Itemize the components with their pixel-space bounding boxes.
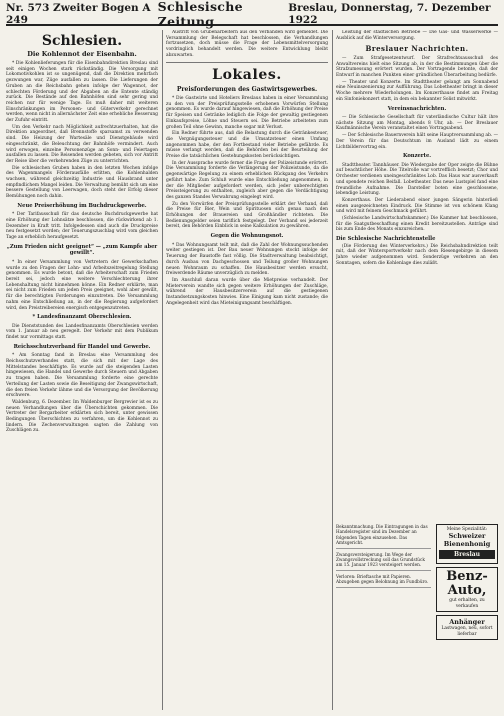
article-title: * Landesfinanzamt Oberschlesien. (32, 314, 132, 321)
article-paragraph: (Die Förderung des Winterverkehrs.) Die Reichsbahndirektion teilt mit, daß der Wintersportverkehr nach dem Riesengebirge in diesem Jahre wieder aufgenommen wird. Sonderzüge verkehren an den Sonntagen, sofern die Kohlenlage dies zuläßt. (336, 243, 498, 266)
article-title: Konzerte. (402, 153, 432, 160)
classified-ad: Bekanntmachung. Die Eintragungen in das Handelsregister sind im Dezember an folgenden Tagen einzusehen. Das Amtsgericht. (336, 524, 431, 549)
column-2 (166, 30, 328, 710)
ad-headline: Benz- (446, 569, 488, 585)
article-title: Die Kohlennot der Eisenbahn. (27, 50, 137, 58)
advertisement-area (336, 524, 498, 710)
honey-ad (436, 524, 498, 564)
article-title: Gegen die Wohnungsnot. (210, 233, 284, 240)
ad-line: Meine Spezialität: (446, 527, 488, 532)
article-title: „Zum Frieden nicht geeignet“ — „zum Kampfe aber gewillt“. (6, 243, 158, 257)
article-paragraph: (Schlesische Landwirtschaftskammer.) Die Kammer hat beschlossen, für die Saatgutbeschaffung einen Kredit bereitzustellen. Anträge sind bis zum Ende des Monats einzureichen. (336, 216, 498, 233)
article-paragraph: Konzerthaus. Der Liederabend einer jungen Sängerin hinterließ einen ausgezeichneten Eindruck. Die Stimme ist von schönem Klang und wird mit feinem Geschmack geführt. (336, 197, 498, 215)
issue-number: Nr. 573 Zweiter Bogen A 249 (6, 2, 151, 26)
article-title: Neue Preiserhöhung im Buchdruckgewerbe. (17, 202, 147, 209)
column-rule (332, 30, 333, 710)
ad-line: Bienenhonig (443, 540, 491, 549)
article-paragraph: Die schlesischen Gruben haben in den letzten Wochen infolge des Wagenmangels Förderausfälle erlitten, die Kohlenhalden wachsen, während gleichzeitig Industrie und Hausbrand unter empfindlichem Mangel leiden. Die Verwaltung bemüht sich um eine bessere Gestellung von Leerwagen, doch steht der Erfolg dieser Bemühungen noch dahin. (6, 165, 158, 200)
column-3 (336, 30, 498, 510)
article-paragraph: — Die Schlesische Gesellschaft für vaterländische Cultur hält ihre nächste Sitzung am Montag, abends 8 Uhr, ab. — Der Breslauer Kaufmännische Verein veranstaltet einen Vortragsabend. (336, 115, 498, 132)
article-title: Reichsschutzverband für Handel und Gewerbe. (13, 343, 151, 350)
article-paragraph: Austritt von Grubenarbeitern aus den Verbänden wird gemeldet. Die Versammlung der Belegschaft hat beschlossen, die Verhandlungen fortzusetzen, doch müsse die Frage der Lebensmittelversorgung vordringlich behandelt werden. Die weitere Entwicklung bleibt abzuwarten. (166, 30, 328, 58)
article-paragraph: * Die Gastwirte und Hoteliers Breslaus haben in einer Versammlung zu den von der Preisprüfungsstelle erhobenen Vorwürfen Stellung genommen. Es wurde darauf hingewiesen, daß die Erhöhung der Preise für Speisen und Getränke lediglich die Folge der gewaltig gestiegenen Einkaufspreise, Löhne und Steuern sei. Die Betriebe arbeiteten zum großen Teil ohne Gewinn, manche sogar mit Verlust. (166, 96, 328, 130)
classified-ad: Zwangsversteigerung. Im Wege der Zwangsvollstreckung soll das Grundstück am 15. Januar 1923 versteigert werden. (336, 552, 431, 571)
article-paragraph: Stadttheater. Tannhäuser. Die Wiedergabe der Oper zeigte die Bühne auf beachtlicher Höhe. Die Titelrolle war vortrefflich besetzt; Chor und Orchester verdienen uneingeschränktes Lob. Das Haus war ausverkauft und spendete reichen Beifall. Lobetheater. Das neue Lustspiel fand eine freundliche Aufnahme. Die Darsteller boten eine geschlossene, lebendige Leistung. (336, 162, 498, 197)
trailer-ad (436, 615, 498, 640)
section-heading-schlesien: Schlesien. (41, 33, 123, 49)
ad-line: Schweizer (448, 532, 486, 541)
ad-headline: Auto, (447, 583, 487, 599)
article-paragraph: — Theater und Konzerte. Im Stadttheater gelangt am Sonnabend eine Neuinszenierung zur Aufführung. Das Lobetheater bringt in dieser Woche mehrere Wiederholungen. Im Konzerthause findet am Freitag ein Sinfoniekonzert statt, in dem ein bekannter Solist mitwirkt. (336, 79, 498, 102)
article-paragraph: * In einer Versammlung von Vertretern der Gewerkschaften wurde zu den Fragen der Lohn- und Arbeitszeitregelung Stellung genommen. Es wurde betont, daß die Arbeiterschaft zum Frieden bereit sei, jedoch eine weitere Verschlechterung ihrer Lebenshaltung nicht hinnehmen könne. Ein Redner erklärte, man sei nicht zum Frieden um jeden Preis geeignet, wohl aber gewillt, für die berechtigten Forderungen einzutreten. Die Versammlung nahm eine Entschließung an, in der die Regierung aufgefordert wird, den Preistreibereien energisch entgegenzutreten. (6, 259, 158, 311)
article-paragraph: * Der Tarifausschuß für das deutsche Buchdruckgewerbe hat eine Erhöhung der Lohnsätze beschlossen, die rückwirkend ab 1. Dezember in Kraft tritt. Infolgedessen sind auch die Druckpreise neu festgesetzt worden; der Teuerungszuschlag wird vom gleichen Tage an erheblich heraufgesetzt. (6, 212, 158, 241)
classified-ads (336, 524, 431, 710)
article-paragraph: Leistung der städtischen Betriebe — Die Gas- und Wasserwerke — Ausblick auf die Winterversorgung. (336, 30, 498, 41)
article-paragraph: * Am Sonntag fand in Breslau eine Versammlung des Reichsschutzverbandes statt, die sich mit der Lage des Mittelstandes beschäftigte. Es wurde auf die steigenden Lasten hingewiesen, die Handel und Gewerbe durch Steuern und Abgaben zu tragen haben. Die Versammlung forderte eine gerechte Verteilung der Lasten sowie die Beseitigung der Zwangswirtschaft, die den freien Verkehr lähme und die Versorgung der Bevölkerung erschwere. (6, 353, 158, 399)
ad-line: Lastwagen, neu, sofort lieferbar (441, 626, 493, 637)
article-title: Preisforderungen des Gastwirtsgewerbes. (176, 85, 318, 93)
section-heading-nachrichten: Breslauer Nachrichten. (365, 44, 469, 54)
ad-headline: Anhänger (449, 618, 485, 627)
article-paragraph: Zu den Vorwürfen der Preisprüfungsstelle erklärt der Verband, daß die Preise für Bier, Wein und Spirituosen sich genau nach den Erhöhungen der Brauereien und Großhändler richteten. Die Bedienungsgelder seien tariflich festgelegt. Der Verband sei jederzeit bereit, den Behörden Einblick in seine Kalkulation zu gewähren. (166, 201, 328, 230)
classified-ad: Verloren: Brieftasche mit Papieren. Abzugeben gegen Belohnung im Fundbüro. (336, 574, 431, 588)
article-paragraph: Ein Redner führte aus, daß die Belastung durch die Getränkesteuer, die Vergnügungssteuer und die Umsatzsteuer einen Umfang angenommen habe, der den Fortbestand vieler Betriebe gefährde. Es müsse verlangt werden, daß die Behörden bei der Beurteilung der Preise die tatsächlichen Gestehungskosten berücksichtigen. (166, 131, 328, 160)
ad-line: Breslau (439, 550, 495, 559)
newspaper-title: Schlesische Zeitung (157, 0, 243, 29)
article-paragraph: Im Anschluß daran wurde über die Mietpreise verhandelt. Der Mieterverein wandte sich gegen weitere Erhöhungen der Zuschläge, während der Hausbesitzerverein auf die gestiegenen Instandsetzungskosten hinwies. Eine Einigung kam nicht zustande; die Angelegenheit wird das Mieteinigungsamt beschäftigen. (166, 277, 328, 306)
masthead (6, 0, 498, 29)
article-paragraph: — Zum Strafgesetzentwurf. Der Strafrechtsausschuß des Anwaltvereins hielt eine Sitzung ab, in der die Bestimmungen über die Strafzumessung erörtert wurden. Der Vortragende betonte, daß der Entwurf in manchen Punkten einer gründlichen Überarbeitung bedürfe. (336, 55, 498, 79)
ad-line: gut erhalten, zu verkaufen (449, 598, 485, 609)
divider (166, 62, 328, 63)
column-1 (6, 30, 158, 710)
article-paragraph: Die Dienststunden des Landesfinanzamts Oberschlesien werden vom 1. Januar ab neu geregelt. Der Verkehr mit dem Publikum findet nur vormittags statt. (6, 323, 158, 341)
article-title: Vereinsnachrichten. (387, 105, 447, 112)
section-heading-lokales: Lokales. (212, 66, 282, 83)
article-paragraph: Waldenburg, 6. Dezember. Im Waldenburger Bergrevier ist es zu neuen Verhandlungen über die Überschichten gekommen. Die Vertreter der Bergarbeiter erklärten sich bereit, unter gewissen Bedingungen Überschichten zu verfahren, um die Kohlennot zu lindern. Die Zechenverwaltungen sagten die Zahlung von Zuschlägen zu. (6, 399, 158, 434)
benz-auto-ad (436, 567, 498, 612)
article-title: Die Schlesische Nachrichtenstelle (336, 236, 436, 243)
article-paragraph: * Das Wohnungsamt teilt mit, daß die Zahl der Wohnungssuchenden weiter gestiegen ist. Der Bau neuer Wohnungen stockt infolge der Teuerung der Baustoffe fast völlig. Die Stadtverwaltung beabsichtigt, durch Ausbau von Dachgeschossen und Teilung großer Wohnungen neuen Wohnraum zu schaffen. Die Hausbesitzer werden ersucht, freiwerdende Räume unverzüglich zu melden. (166, 242, 328, 277)
article-paragraph: — Der Schlesische Bauernverein hält seine Hauptversammlung ab. — Der Verein für das Deutschtum im Ausland lädt zu einem Lichtbildervortrag ein. (336, 133, 498, 150)
article-paragraph: * Die Kohlenlieferungen für die Eisenbahndirektion Breslau sind seit einigen Wochen stark rückständig. Die Versorgung mit Lokomotivkohlen ist so ungenügend, daß die Direktion mehrfach gezwungen war, Züge ausfallen zu lassen. Die Lieferungen der Gruben an die Reichsbahn gehen infolge der Wagennot, der schlechten Förderung und der Abgaben an die Entente ständig zurück. Die Bestände auf den Bahnhöfen sind sehr gering und reichen nur für wenige Tage. Es muß daher mit weiteren Einschränkungen im Personen- und Güterverkehr gerechnet werden, wenn nicht in allernächster Zeit eine erhebliche Besserung der Zufuhr eintritt. (6, 61, 158, 124)
issue-date: Breslau, Donnerstag, 7. Dezember 1922 (288, 2, 491, 26)
display-ads (436, 524, 498, 710)
article-paragraph: In der Aussprache wurde ferner die Frage der Polizeistunde erörtert. Die Versammlung forderte die Verlängerung der Polizeistunde, da die gegenwärtige Regelung zu einem erheblichen Rückgang des Verkehrs geführt habe. Zum Schluß wurde eine Entschließung angenommen, in der die Mitglieder aufgefordert werden, sich jeder unberechtigten Preissteigerung zu enthalten, zugleich aber gegen die Verdächtigung des ganzen Standes Verwahrung eingelegt wird. (166, 160, 328, 200)
article-paragraph: Um den Verkehr nach Möglichkeit aufrechtzuerhalten, hat die Direktion angeordnet, daß Brennstoffe sparsamst zu verwenden sind. Die Heizung der Wartesäle und Dienstgebäude wird eingeschränkt, die Beleuchtung der Bahnhöfe vermindert. Auch wird erwogen, einzelne Personenzüge an Sonn- und Feiertagen ausfallen zu lassen. Die Reisenden werden gebeten, sich vor Antritt der Reise über die verkehrenden Züge zu unterrichten. (6, 124, 158, 164)
newspaper-page (6, 0, 498, 710)
column-rule (162, 30, 163, 710)
